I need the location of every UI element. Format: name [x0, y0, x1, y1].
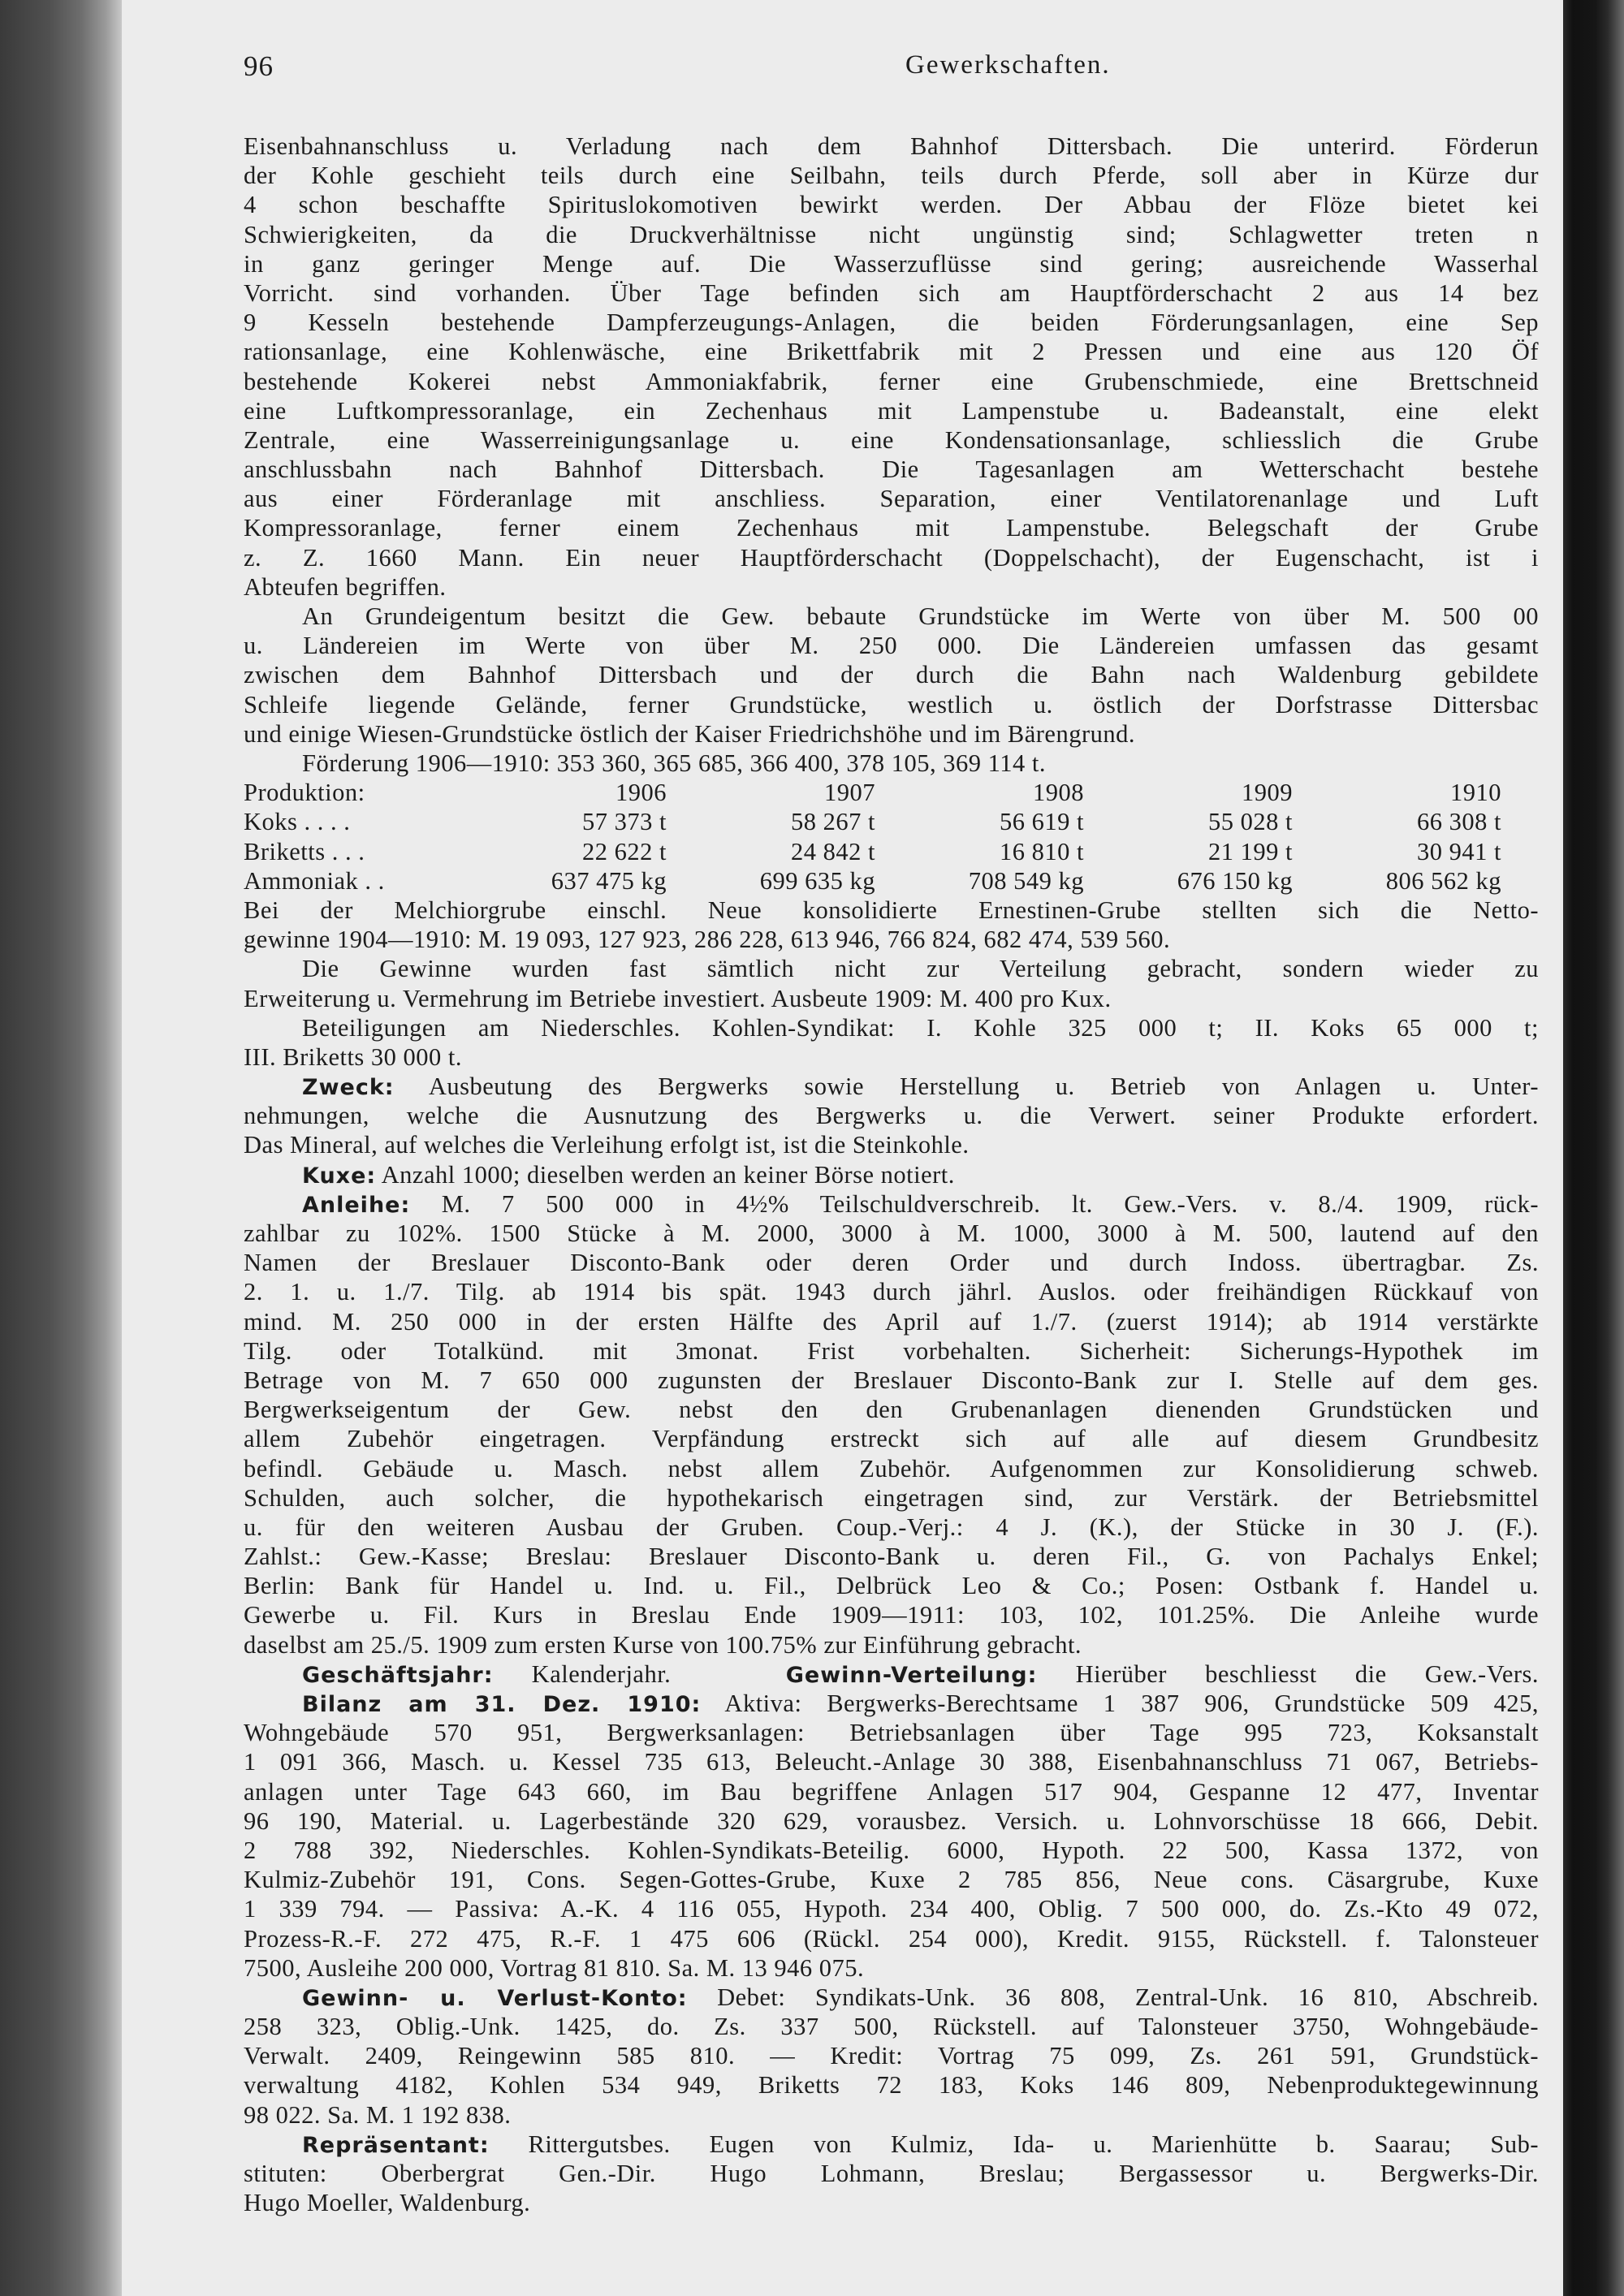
text-line: Bei der Melchiorgrube einschl. Neue konsolidierte Ernestinen-Grube stellten sich die Netto- [244, 896, 1539, 924]
text-line: daselbst am 25./5. 1909 zum ersten Kurse von 100.75% zur Einführung gebracht. [244, 1630, 1082, 1659]
text-line: zwischen dem Bahnhof Dittersbach und der durch die Bahn nach Waldenburg gebildete [244, 661, 1539, 689]
page-number: 96 [244, 50, 274, 82]
text-line: Verwalt. 2409, Reingewinn 585 810. — Kredit: Vortrag 75 099, Zs. 261 591, Grundstück- [244, 2042, 1539, 2070]
text-line: und einige Wiesen-Grundstücke östlich der Kaiser Friedrichshöhe und im Bärengrund. [244, 719, 1135, 748]
text-line: rationsanlage, eine Kohlenwäsche, eine Brikettfabrik mit 2 Pressen und eine aus 120 Öf [244, 338, 1539, 366]
text-line: u. für den weiteren Ausbau der Gruben. Coup.-Verj.: 4 J. (K.), der Stücke in 30 J. (F.). [244, 1513, 1539, 1541]
text-line: allem Zubehör eingetragen. Verpfändung erstreckt sich auf alle auf diesem Grundbesitz [244, 1425, 1539, 1453]
text-line: Zahlst.: Gew.-Kasse; Breslau: Breslauer Disconto-Bank u. deren Fil., G. von Pachalys Enkel; [244, 1543, 1539, 1571]
text-line: 7500, Ausleihe 200 000, Vortrag 81 810. Sa. M. 13 946 075. [244, 1953, 865, 1982]
text-line: anlagen unter Tage 643 660, im Bau begriffene Anlagen 517 904, Gespanne 12 477, Inventar [244, 1777, 1539, 1806]
text-line: u. Ländereien im Werte von über M. 250 000. Die Ländereien umfassen das gesamt [244, 632, 1539, 660]
year-header: 1909 [1242, 779, 1293, 807]
text-line: Abteufen begriffen. [244, 572, 447, 601]
text-line [244, 1189, 1539, 1219]
production-cell: 676 150 kg [1177, 866, 1293, 895]
text-line: Tilg. oder Totalkünd. mit 3monat. Frist vorbehalten. Sicherheit: Sicherungs-Hypothek im [244, 1336, 1539, 1365]
text-line: Gewerbe u. Fil. Kurs in Breslau Ende 1909—1911: 103, 102, 101.25%. Die Anleihe wurde [244, 1601, 1539, 1629]
text-line: aus einer Förderanlage mit anschliess. Separation, einer Ventilatorenanlage und Luft [244, 485, 1539, 513]
gewinn-verteilung-label: Gewinn-Verteilung: [785, 1662, 1038, 1688]
zweck-first-line: Ausbeutung des Bergwerks sowie Herstellung u. Betrieb von Anlagen u. Unter- [394, 1072, 1539, 1101]
text-line: 98 022. Sa. M. 1 192 838. [244, 2100, 512, 2129]
text-line: anschlussbahn nach Bahnhof Dittersbach. Die Tagesanlagen am Wetterschacht bestehe [244, 455, 1539, 484]
scan-right-edge [1563, 0, 1624, 2296]
production-cell: 22 622 t [582, 837, 667, 865]
text-line: 1 339 794. — Passiva: A.-K. 4 116 055, Hypoth. 234 400, Oblig. 7 500 000, do. Zs.-Kto 49 072, [244, 1895, 1539, 1923]
text-line: 4 schon beschaffte Spirituslokomotiven bewirkt werden. Der Abbau der Flöze bietet kei [244, 191, 1539, 219]
guv-label: Gewinn- u. Verlust-Konto: [302, 1985, 688, 2011]
text-line: Betrage von M. 7 650 000 zugunsten der Breslauer Disconto-Bank zur I. Stelle auf dem ges. [244, 1366, 1539, 1394]
section-repraesentant [244, 2130, 1539, 2218]
scan-left-edge [0, 0, 122, 2296]
production-cell: 637 475 kg [551, 866, 667, 895]
text-line: Das Mineral, auf welches die Verleihung erfolgt ist, ist die Steinkohle. [244, 1131, 970, 1159]
text-line: Kompressoranlage, ferner einem Zechenhaus mit Lampenstube. Belegschaft der Grube [244, 514, 1539, 542]
section-anleihe [244, 1189, 1539, 1659]
anleihe-first-line: M. 7 500 000 in 4½% Teilschuldverschreib. lt. Gew.-Vers. v. 8./4. 1909, rück- [410, 1189, 1539, 1218]
text-line: 258 323, Oblig.-Unk. 1425, do. Zs. 337 500, Rückstell. auf Talonsteuer 3750, Wohngebäude- [244, 2013, 1539, 2041]
text-line: bestehende Kokerei nebst Ammoniakfabrik, ferner eine Grubenschmiede, eine Brettschneid [244, 367, 1539, 395]
production-cell: 16 810 t [1000, 837, 1084, 865]
production-cell: 30 941 t [1417, 837, 1501, 865]
text-line: 1 091 366, Masch. u. Kessel 735 613, Beleucht.-Anlage 30 388, Eisenbahnanschluss 71 067, Betriebs- [244, 1748, 1539, 1776]
text-line: der Kohle geschieht teils durch eine Seilbahn, teils durch Pferde, soll aber in Kürze dur [244, 162, 1539, 190]
zweck-label: Zweck: [302, 1075, 395, 1101]
text-line: Kulmiz-Zubehör 191, Cons. Segen-Gottes-Grube, Kuxe 2 785 856, Neue cons. Cäsargrube, Kuxe [244, 1866, 1539, 1894]
production-row-label: Ammoniak . . [244, 866, 385, 895]
section-bilanz [244, 1689, 1539, 1983]
paragraph-gewinne [244, 954, 1539, 1012]
text-line: 2. 1. u. 1./7. Tilg. ab 1914 bis spät. 1943 durch jährl. Auslos. oder freihändigen Rückkauf von [244, 1278, 1539, 1306]
year-header: 1907 [824, 779, 875, 807]
text-line: Namen der Breslauer Disconto-Bank oder deren Order und durch Indoss. übertragbar. Zs. [244, 1249, 1539, 1277]
text-line: Eisenbahnanschluss u. Verladung nach dem Bahnhof Dittersbach. Die unterird. Förderun [244, 132, 1539, 160]
bilanz-first-line: Aktiva: Bergwerks-Berechtsame 1 387 906, Grundstücke 509 425, [701, 1690, 1539, 1717]
rep-label: Repräsentant: [302, 2132, 490, 2158]
gewinn-verteilung-text: Hierüber beschliesst die Gew.-Vers. [1075, 1659, 1539, 1688]
anleihe-label: Anleihe: [302, 1192, 411, 1218]
year-header: 1908 [1033, 779, 1084, 807]
geschaeftsjahr-label: Geschäftsjahr: [302, 1662, 494, 1688]
foerderung-line: Förderung 1906—1910: 353 360, 365 685, 366 400, 378 105, 369 114 t. [302, 749, 1047, 777]
text-line: 9 Kesseln bestehende Dampferzeugungs-Anlagen, die beiden Förderungsanlagen, eine Sep [244, 309, 1539, 337]
text-line: nehmungen, welche die Ausnutzung des Bergwerks u. die Verwert. seiner Produkte erfordert. [244, 1102, 1539, 1130]
production-row-label: Briketts . . . [244, 837, 365, 865]
rep-first-line: Rittergutsbes. Eugen von Kulmiz, Ida- u. Marienhütte b. Saarau; Sub- [489, 2130, 1539, 2158]
kuxe-text: Anzahl 1000; dieselben werden an keiner Börse notiert. [381, 1160, 955, 1189]
text-line: verwaltung 4182, Kohlen 534 949, Briketts 72 183, Koks 146 809, Nebenproduktegewinnung [244, 2071, 1539, 2100]
text-line: Hugo Moeller, Waldenburg. [244, 2189, 531, 2217]
production-cell: 55 028 t [1208, 808, 1293, 836]
text-line: Vorricht. sind vorhanden. Über Tage befinden sich am Hauptförderschacht 2 aus 14 bez [244, 278, 1539, 307]
production-cell: 21 199 t [1208, 837, 1293, 865]
production-cell: 58 267 t [791, 808, 875, 836]
text-line [244, 1983, 1539, 2012]
text-line: zahlbar zu 102%. 1500 Stücke à M. 2000, 3000 à M. 1000, 3000 à M. 500, lautend auf den [244, 1219, 1539, 1247]
paragraph-land-property [244, 602, 1539, 749]
paragraph-nettogewinne [244, 896, 1539, 954]
production-cell: 806 562 kg [1385, 866, 1501, 895]
body-text [244, 132, 1539, 2217]
text-line: in ganz geringer Menge auf. Die Wasserzuflüsse sind gering; ausreichende Wasserhal [244, 249, 1539, 278]
production-header-row [244, 778, 1531, 807]
production-row [244, 837, 1531, 866]
production-cell: 57 373 t [582, 808, 667, 836]
text-line: Prozess-R.-F. 272 475, R.-F. 1 475 606 (Rückl. 254 000), Kredit. 9155, Rückstell. f. Talonsteuer [244, 1924, 1539, 1953]
paragraph-beteiligungen [244, 1013, 1539, 1072]
text-line: Schulden, auch solcher, die hypothekarisch eingetragen sind, zur Verstärk. der Betriebsmittel [244, 1483, 1539, 1512]
text-line [244, 1689, 1539, 1718]
section-kuxe [244, 1160, 1539, 1189]
text-line: III. Briketts 30 000 t. [244, 1042, 463, 1071]
text-line: z. Z. 1660 Mann. Ein neuer Hauptförderschacht (Doppelschacht), der Eugenschacht, ist i [244, 543, 1539, 572]
running-head [122, 50, 1563, 91]
production-table [244, 778, 1531, 896]
text-line: Wohngebäude 570 951, Bergwerksanlagen: Betriebsanlagen über Tage 995 723, Koksanstalt [244, 1719, 1539, 1747]
text-line: Bergwerkseigentum der Gew. nebst den den Grubenanlagen dienenden Grundstücken und [244, 1396, 1539, 1424]
section-geschaeftsjahr [244, 1659, 1539, 1689]
text-line: Beteiligungen am Niederschles. Kohlen-Syndikat: I. Kohle 325 000 t; II. Koks 65 000 t; [302, 1013, 1539, 1042]
text-line: Zentrale, eine Wasserreinigungsanlage u. eine Kondensationsanlage, schliesslich die Grube [244, 425, 1539, 454]
text-line: 2 788 392, Niederschles. Kohlen-Syndikats-Beteilig. 6000, Hypoth. 22 500, Kassa 1372, von [244, 1836, 1539, 1864]
text-line [244, 1072, 1539, 1101]
text-line: Schwierigkeiten, da die Druckverhältnisse nicht ungünstig sind; Schlagwetter treten n [244, 220, 1539, 248]
production-row [244, 807, 1531, 836]
text-line [244, 2130, 1539, 2159]
geschaeftsjahr-text: Kalenderjahr. [531, 1659, 672, 1688]
production-row-label: Koks . . . . [244, 808, 351, 836]
guv-first-line: Debet: Syndikats-Unk. 36 808, Zentral-Unk. 16 810, Abschreib. [687, 1983, 1539, 2011]
text-line: Schleife liegende Gelände, ferner Grundstücke, westlich u. östlich der Dorfstrasse Dittersbac [244, 690, 1539, 719]
production-label: Produktion: [244, 779, 365, 807]
text-line: eine Luftkompressoranlage, ein Zechenhaus mit Lampenstube u. Badeanstalt, eine elekt [244, 396, 1539, 425]
production-cell: 708 549 kg [968, 866, 1084, 895]
text-line: gewinne 1904—1910: M. 19 093, 127 923, 286 228, 613 946, 766 824, 682 474, 539 560. [244, 926, 1171, 954]
text-line: befindl. Gebäude u. Masch. nebst allem Zubehör. Aufgenommen zur Konsolidierung schweb. [244, 1454, 1539, 1482]
text-line: An Grundeigentum besitzt die Gew. bebaute Grundstücke im Werte von über M. 500 00 [302, 602, 1539, 630]
year-header: 1906 [615, 779, 667, 807]
text-line: stituten: Oberbergrat Gen.-Dir. Hugo Lohmann, Breslau; Bergassessor u. Bergwerks-Dir. [244, 2160, 1539, 2187]
running-title: Gewerkschaften. [905, 50, 1111, 80]
text-line: mind. M. 250 000 in der ersten Hälfte des April auf 1./7. (zuerst 1914); ab 1914 verstärkte [244, 1307, 1539, 1336]
year-header: 1910 [1450, 779, 1501, 807]
paragraph-mine-description [244, 132, 1539, 602]
text-line: Berlin: Bank für Handel u. Ind. u. Fil., Delbrück Leo & Co.; Posen: Ostbank f. Handel u. [244, 1572, 1539, 1600]
section-gewinn-verlust [244, 1983, 1539, 2130]
text-line: Die Gewinne wurden fast sämtlich nicht zur Verteilung gebracht, sondern wieder zu [302, 955, 1539, 983]
production-cell: 66 308 t [1417, 808, 1501, 836]
text-line: 96 190, Material. u. Lagerbestände 320 629, vorausbez. Versich. u. Lohnvorschüsse 18 666, Debit. [244, 1806, 1539, 1835]
bilanz-label: Bilanz am 31. Dez. 1910: [302, 1692, 702, 1717]
kuxe-label: Kuxe: [302, 1163, 377, 1189]
production-row [244, 866, 1531, 896]
production-cell: 24 842 t [791, 837, 875, 865]
text-line: Erweiterung u. Vermehrung im Betriebe investiert. Ausbeute 1909: M. 400 pro Kux. [244, 984, 1112, 1012]
section-zweck [244, 1072, 1539, 1160]
production-cell: 56 619 t [1000, 808, 1084, 836]
production-cell: 699 635 kg [759, 866, 875, 895]
